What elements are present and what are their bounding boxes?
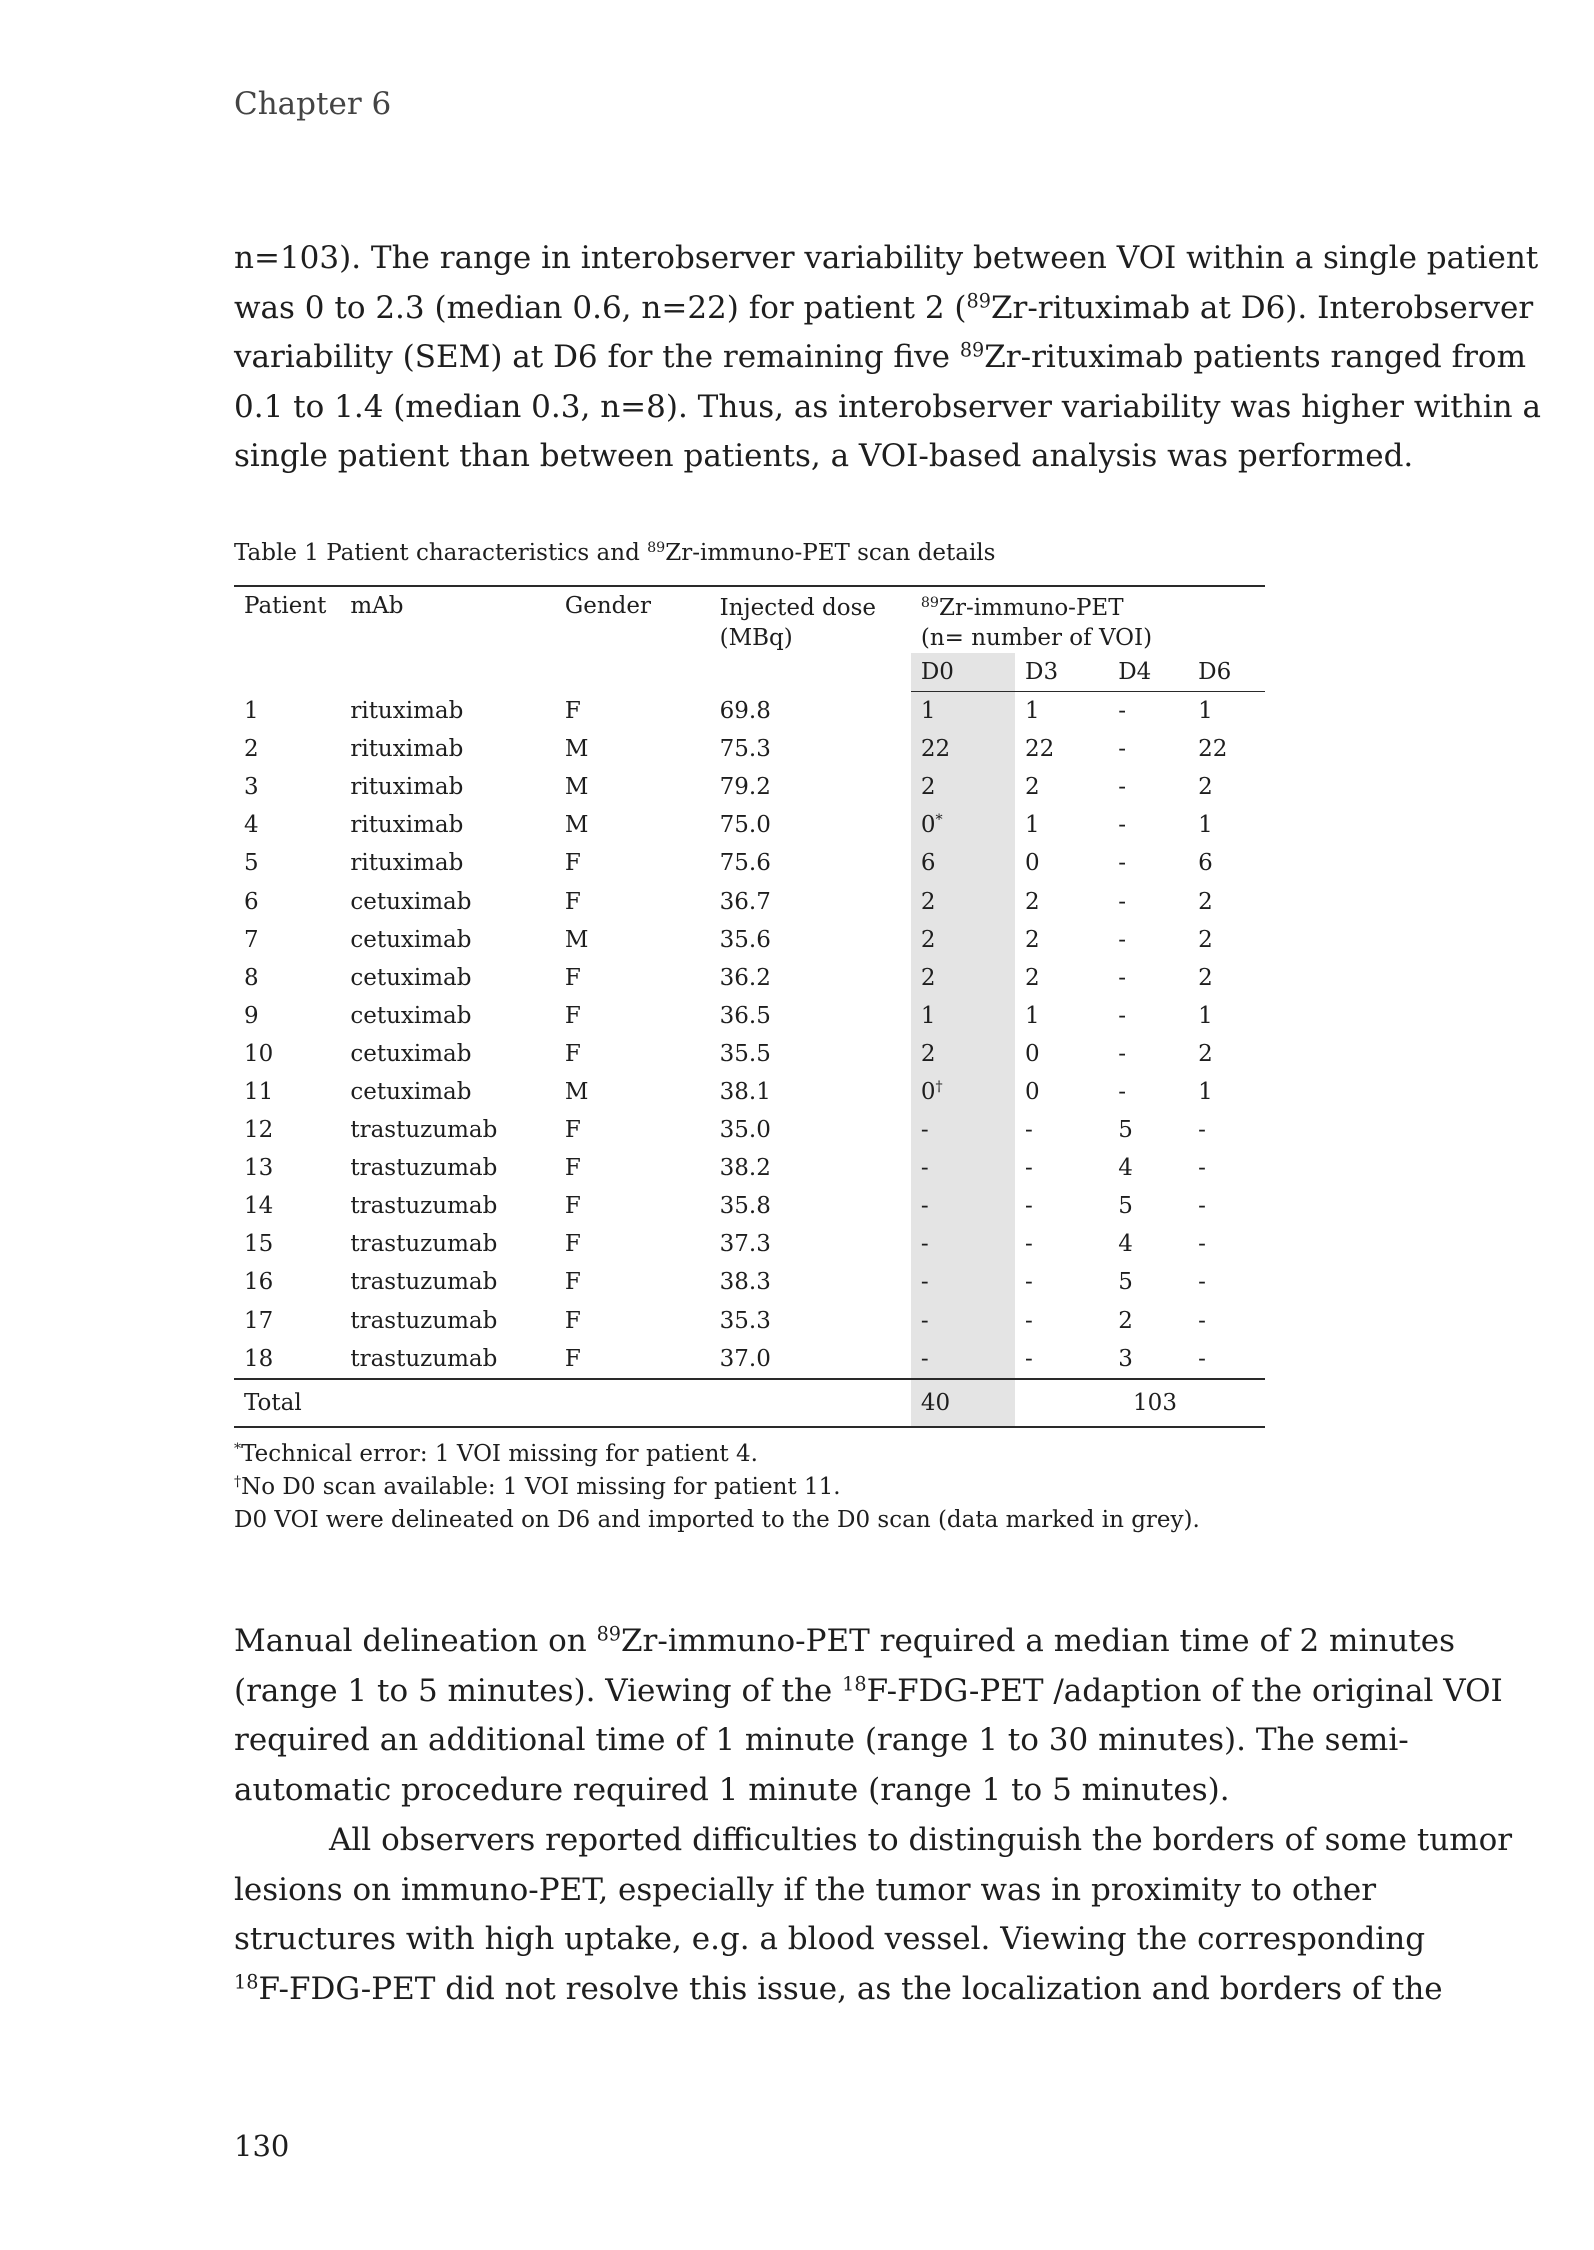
cell-dose: 38.1 (719, 1078, 771, 1105)
cell-d0-value: 22 (920, 736, 951, 763)
header-d3: D3 (1015, 653, 1118, 692)
cell-d4: - (1118, 926, 1127, 953)
cell-d0-value: 2 (920, 1040, 936, 1067)
cell-mab: rituximab (350, 812, 464, 839)
cell-d0 (911, 730, 1015, 768)
cell-d4: - (1118, 1040, 1127, 1067)
table-row (234, 1225, 1265, 1263)
cell-d3: - (1025, 1193, 1033, 1220)
cell-gender: F (564, 1117, 581, 1144)
footnote-technical-error: *Technical error: 1 VOI missing for patient 4. (234, 1441, 758, 1467)
cell-d0 (911, 1149, 1015, 1187)
cell-d0-value: 2 (920, 926, 936, 953)
cell-gender: M (564, 1078, 589, 1105)
cell-d0-value: - (920, 1193, 929, 1220)
cell-gender: F (564, 964, 581, 991)
cell-mab: cetuximab (350, 888, 472, 915)
cell-d0 (911, 806, 1015, 844)
cell-patient: 7 (244, 926, 259, 953)
header-mab: mAb (350, 593, 404, 619)
table-row (234, 1035, 1265, 1073)
cell-d6: 2 (1198, 1040, 1213, 1067)
table-row (234, 806, 1265, 844)
cell-d3: 1 (1025, 1002, 1040, 1029)
cell-d3: 0 (1025, 1040, 1040, 1067)
cell-d3: 0 (1025, 1078, 1040, 1105)
header-d6: D6 (1198, 653, 1265, 692)
text-line: All observers reported difficulties to distinguish the borders of some tumor (329, 1822, 1513, 1858)
text-line: single patient than between patients, a VOI-based analysis was performed. (234, 438, 1414, 475)
cell-d3: - (1025, 1117, 1033, 1144)
cell-d3: 1 (1025, 698, 1040, 725)
cell-d0 (911, 921, 1015, 959)
cell-d0 (911, 959, 1015, 997)
cell-mab: cetuximab (350, 1040, 472, 1067)
cell-d6: 2 (1198, 888, 1213, 915)
cell-d0-value: - (920, 1307, 929, 1334)
cell-d0-value: 0 (920, 812, 936, 839)
table-header-row (234, 586, 1265, 653)
cell-gender: F (564, 697, 581, 724)
cell-mab: trastuzumab (350, 1345, 498, 1372)
cell-dose: 79.2 (719, 774, 771, 801)
cell-dose: 38.3 (719, 1269, 771, 1296)
table-row (234, 1111, 1265, 1149)
cell-patient: 3 (244, 774, 259, 801)
cell-patient: 4 (244, 812, 259, 839)
table-row (234, 1187, 1265, 1225)
cell-gender: F (564, 850, 581, 877)
cell-patient: 15 (244, 1231, 274, 1258)
cell-gender: F (564, 1307, 581, 1334)
text-line: (range 1 to 5 minutes). Viewing of the $^{18}$F-FDG-PET /adaption of the original VOI (234, 1672, 1503, 1709)
cell-d0 (911, 1340, 1015, 1379)
table-row (234, 1302, 1265, 1340)
header-injected-dose: Injected dose (MBq) (719, 595, 877, 651)
chapter-header: Chapter 6 (234, 86, 392, 122)
cell-d0-footnote-mark: † (935, 1079, 943, 1096)
cell-d3: 2 (1025, 888, 1040, 915)
cell-patient: 5 (244, 850, 259, 877)
table-row (234, 768, 1265, 806)
cell-gender: F (564, 1193, 581, 1220)
cell-dose: 36.2 (719, 964, 771, 991)
table-row (234, 1073, 1265, 1111)
text-line: Manual delineation on $^{89}$Zr-immuno-PET required a median time of 2 minutes (234, 1622, 1456, 1659)
cell-gender: F (564, 1345, 581, 1372)
text-line: automatic procedure required 1 minute (range 1 to 5 minutes). (234, 1771, 1230, 1808)
cell-mab: rituximab (350, 774, 464, 801)
cell-patient: 14 (244, 1193, 274, 1220)
cell-d3: 2 (1025, 926, 1040, 953)
cell-d6: - (1198, 1231, 1206, 1258)
cell-gender: F (564, 1269, 581, 1296)
cell-mab: trastuzumab (350, 1307, 498, 1334)
paragraph-observer-difficulties (234, 1816, 1513, 2014)
cell-patient: 8 (244, 964, 259, 991)
header-d0: D0 (911, 653, 1015, 692)
header-d4: D4 (1118, 653, 1198, 692)
cell-dose: 36.7 (719, 888, 771, 915)
cell-d0-value: - (920, 1231, 929, 1258)
cell-patient: 9 (244, 1002, 259, 1029)
cell-d0 (911, 768, 1015, 806)
cell-d0 (911, 1263, 1015, 1301)
cell-d3: 0 (1025, 850, 1040, 877)
cell-d0-value: - (920, 1155, 929, 1182)
cell-d6: 2 (1198, 774, 1213, 801)
cell-dose: 35.3 (719, 1307, 771, 1334)
cell-d4: 2 (1118, 1307, 1133, 1334)
cell-gender: F (564, 888, 581, 915)
text-line: lesions on immuno-PET, especially if the tumor was in proximity to other (234, 1871, 1377, 1908)
table-row (234, 844, 1265, 882)
total-d0: 40 (911, 1379, 1015, 1427)
cell-patient: 2 (244, 736, 259, 763)
cell-patient: 16 (244, 1269, 274, 1296)
cell-patient: 11 (244, 1078, 274, 1105)
table-row (234, 1340, 1265, 1379)
cell-dose: 38.2 (719, 1155, 771, 1182)
table-caption: Table 1 Patient characteristics and $^{89}$Zr-immuno-PET scan details (234, 540, 996, 566)
table-row (234, 882, 1265, 920)
cell-mab: trastuzumab (350, 1231, 498, 1258)
header-patient: Patient (244, 593, 327, 619)
cell-mab: rituximab (350, 697, 464, 724)
cell-d4: - (1118, 888, 1127, 915)
cell-d6: 1 (1198, 1078, 1213, 1105)
table-row (234, 730, 1265, 768)
cell-d3: 1 (1025, 812, 1040, 839)
table-row (234, 1149, 1265, 1187)
footnote-no-scan: †No D0 scan available: 1 VOI missing for patient 11. (234, 1474, 841, 1500)
cell-d6: 6 (1198, 850, 1213, 877)
cell-d4: - (1118, 964, 1127, 991)
cell-d6: - (1198, 1193, 1206, 1220)
patient-table (234, 585, 1265, 1428)
cell-d6: 2 (1198, 926, 1213, 953)
cell-dose: 35.0 (719, 1117, 771, 1144)
cell-mab: trastuzumab (350, 1155, 498, 1182)
paragraph-interobserver (234, 234, 1541, 482)
table-row (234, 921, 1265, 959)
cell-patient: 18 (244, 1345, 274, 1372)
cell-dose: 75.6 (719, 850, 771, 877)
cell-d0 (911, 844, 1015, 882)
cell-dose: 35.8 (719, 1193, 771, 1220)
cell-d4: 3 (1118, 1345, 1133, 1372)
cell-d3: - (1025, 1269, 1033, 1296)
cell-d6: - (1198, 1345, 1206, 1372)
cell-gender: F (564, 1155, 581, 1182)
cell-d0-value: - (920, 1269, 929, 1296)
text-line: required an additional time of 1 minute (range 1 to 30 minutes). The semi- (234, 1722, 1409, 1759)
cell-mab: rituximab (350, 850, 464, 877)
text-line: variability (SEM) at D6 for the remaining five $^{89}$Zr-rituximab patients ranged from (234, 338, 1526, 376)
cell-d6: 1 (1198, 812, 1213, 839)
cell-d4: 5 (1118, 1193, 1133, 1220)
text-line: 0.1 to 1.4 (median 0.3, n=8). Thus, as interobserver variability was higher within a (234, 388, 1541, 425)
cell-patient: 1 (244, 697, 259, 724)
cell-d0-value: 1 (920, 1002, 936, 1029)
cell-d0 (911, 1225, 1015, 1263)
cell-patient: 17 (244, 1307, 274, 1334)
table-total-row (234, 1379, 1265, 1427)
cell-gender: M (564, 926, 589, 953)
cell-patient: 10 (244, 1040, 274, 1067)
header-gender: Gender (564, 593, 651, 619)
table-footnotes (234, 1438, 1200, 1537)
cell-d0-value: 2 (920, 888, 936, 915)
page-number: 130 (234, 2129, 290, 2163)
footnote-grey-data: D0 VOI were delineated on D6 and imported to the D0 scan (data marked in grey). (234, 1507, 1200, 1533)
cell-dose: 35.5 (719, 1040, 771, 1067)
cell-d4: - (1118, 1002, 1127, 1029)
cell-d3: - (1025, 1345, 1033, 1372)
cell-d0 (911, 1035, 1015, 1073)
cell-d6: 1 (1198, 1002, 1213, 1029)
cell-mab: rituximab (350, 736, 464, 763)
total-label: Total (244, 1389, 302, 1416)
cell-d4: - (1118, 850, 1127, 877)
table-row (234, 959, 1265, 997)
cell-dose: 75.3 (719, 736, 771, 763)
cell-d0-value: 6 (920, 850, 936, 877)
cell-d4: 5 (1118, 1117, 1133, 1144)
cell-gender: F (564, 1231, 581, 1258)
total-voi: 103 (1133, 1389, 1177, 1416)
cell-gender: M (564, 812, 589, 839)
cell-d0 (911, 1187, 1015, 1225)
cell-d6: - (1198, 1307, 1206, 1334)
cell-d4: - (1118, 774, 1127, 801)
cell-d0 (911, 1302, 1015, 1340)
cell-patient: 13 (244, 1155, 274, 1182)
cell-mab: trastuzumab (350, 1269, 498, 1296)
cell-d3: 2 (1025, 964, 1040, 991)
table-row (234, 997, 1265, 1035)
cell-d6: - (1198, 1155, 1206, 1182)
cell-d4: - (1118, 736, 1127, 763)
cell-dose: 75.0 (719, 812, 771, 839)
cell-d4: 4 (1118, 1231, 1133, 1258)
cell-dose: 37.0 (719, 1345, 771, 1372)
cell-d0 (911, 997, 1015, 1035)
cell-d6: - (1198, 1269, 1206, 1296)
cell-mab: cetuximab (350, 926, 472, 953)
cell-d0-value: 0 (920, 1078, 936, 1105)
cell-mab: trastuzumab (350, 1117, 498, 1144)
text-line: n=103). The range in interobserver variability between VOI within a single patient (234, 240, 1539, 276)
table-row (234, 692, 1265, 731)
text-line: was 0 to 2.3 (median 0.6, n=22) for patient 2 ($^{89}$Zr-rituximab at D6). Interobserver (234, 289, 1534, 326)
cell-d0-footnote-mark: * (935, 812, 943, 829)
cell-d6: - (1198, 1117, 1206, 1144)
cell-gender: M (564, 774, 589, 801)
cell-d3: - (1025, 1231, 1033, 1258)
cell-patient: 6 (244, 888, 259, 915)
cell-d4: - (1118, 812, 1127, 839)
cell-dose: 69.8 (719, 697, 771, 724)
cell-dose: 35.6 (719, 926, 771, 953)
table-subheader-row (234, 653, 1265, 692)
cell-d4: 4 (1118, 1155, 1133, 1182)
cell-mab: cetuximab (350, 964, 472, 991)
cell-d0-value: 1 (920, 698, 936, 725)
cell-d4: - (1118, 1078, 1127, 1105)
cell-gender: F (564, 1002, 581, 1029)
cell-d0-value: - (920, 1345, 929, 1372)
cell-patient: 12 (244, 1117, 274, 1144)
cell-d0-value: 2 (920, 964, 936, 991)
header-immuno-pet: $^{89}$Zr-immuno-PET (n= number of VOI) (920, 595, 1153, 651)
cell-d4: - (1118, 698, 1127, 725)
cell-d0 (911, 1073, 1015, 1111)
cell-dose: 36.5 (719, 1002, 771, 1029)
cell-d0 (911, 882, 1015, 920)
cell-gender: F (564, 1040, 581, 1067)
cell-d0 (911, 1111, 1015, 1149)
cell-d4: 5 (1118, 1269, 1133, 1296)
cell-d6: 2 (1198, 964, 1213, 991)
paragraph-delineation-time (234, 1617, 1503, 1815)
cell-d3: - (1025, 1155, 1033, 1182)
cell-d3: 22 (1025, 736, 1055, 763)
text-line: $^{18}$F-FDG-PET did not resolve this issue, as the localization and borders of the (234, 1970, 1443, 2007)
text-line: structures with high uptake, e.g. a blood vessel. Viewing the corresponding (234, 1921, 1426, 1958)
table-row (234, 1263, 1265, 1301)
cell-d6: 1 (1198, 698, 1213, 725)
cell-d0 (911, 692, 1015, 731)
cell-d0-value: - (920, 1117, 929, 1144)
cell-d3: - (1025, 1307, 1033, 1334)
cell-d6: 22 (1198, 736, 1228, 763)
cell-mab: cetuximab (350, 1078, 472, 1105)
cell-d0-value: 2 (920, 774, 936, 801)
cell-dose: 37.3 (719, 1231, 771, 1258)
cell-d3: 2 (1025, 774, 1040, 801)
cell-mab: cetuximab (350, 1002, 472, 1029)
cell-mab: trastuzumab (350, 1193, 498, 1220)
cell-gender: M (564, 736, 589, 763)
